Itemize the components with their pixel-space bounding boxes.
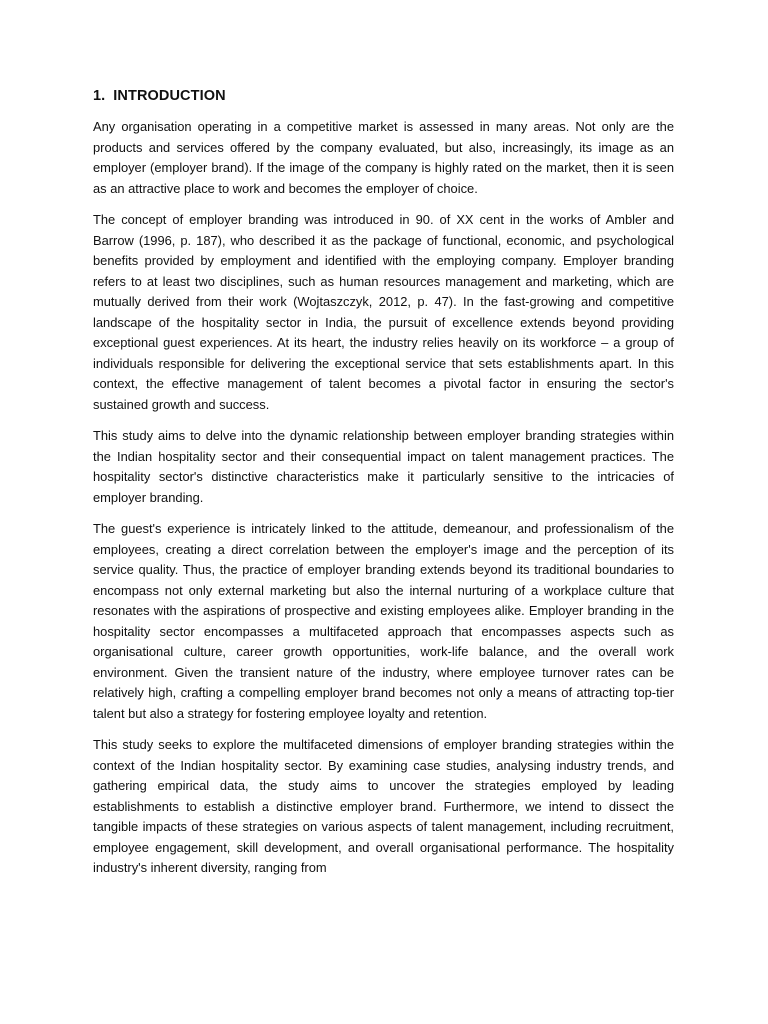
paragraph-2: The concept of employer branding was introduced in 90. of XX cent in the works of Ambler and Barrow (1996, p. 187), who described it as the package of functional, economic, and psychological benefits provided by employment and identified with the employing company. Employer branding refers to at least two disciplines, such as human resources management and marketing, which are mutually derived from their work (Wojtaszczyk, 2012, p. 47). In the fast-growing and competitive landscape of the hospitality sector in India, the pursuit of excellence extends beyond providing exceptional guest experiences. At its heart, the industry relies heavily on its workforce – a group of individuals responsible for delivering the exceptional service that sets establishments apart. In this context, the effective management of talent becomes a pivotal factor in ensuring the sector's sustained growth and success.: [93, 212, 674, 412]
section-heading: [93, 88, 674, 104]
paragraph-1: Any organisation operating in a competitive market is assessed in many areas. Not only are the products and services offered by the company evaluated, but also, increasingly, its image as an employer (employer brand). If the image of the company is highly rated on the market, then it is seen as an attractive place to work and becomes the employer of choice.: [93, 119, 674, 196]
paragraph-4: The guest's experience is intricately linked to the attitude, demeanour, and professionalism of the employees, creating a direct correlation between the employer's image and the perception of its service quality. Thus, the practice of employer branding extends beyond its traditional boundaries to encompass not only external marketing but also the internal nurturing of a workplace culture that resonates with the aspirations of prospective and existing employees alike. Employer branding in the hospitality sector encompasses a multifaceted approach that encompasses aspects such as organisational culture, career growth opportunities, work-life balance, and the overall work environment. Given the transient nature of the industry, where employee turnover rates can be relatively high, crafting a compelling employer brand becomes not only a means of attracting top-tier talent but also a strategy for fostering employee loyalty and retention.: [93, 521, 674, 721]
section-number: 1.: [93, 88, 106, 104]
paragraph-5: This study seeks to explore the multifaceted dimensions of employer branding strategies within the context of the Indian hospitality sector. By examining case studies, analysing industry trends, and gathering empirical data, the study aims to uncover the strategies employed by leading establishments to establish a distinctive employer brand. Furthermore, we intend to dissect the tangible impacts of these strategies on various aspects of talent management, including recruitment, employee engagement, skill development, and overall organisational performance. The hospitality industry's inherent diversity, ranging from: [93, 737, 674, 875]
paragraph-3: This study aims to delve into the dynamic relationship between employer branding strategies within the Indian hospitality sector and their consequential impact on talent management practices. The hospitality sector's distinctive characteristics make it particularly sensitive to the intricacies of employer branding.: [93, 428, 674, 505]
document-page: [93, 88, 674, 890]
section-title: INTRODUCTION: [113, 88, 226, 104]
